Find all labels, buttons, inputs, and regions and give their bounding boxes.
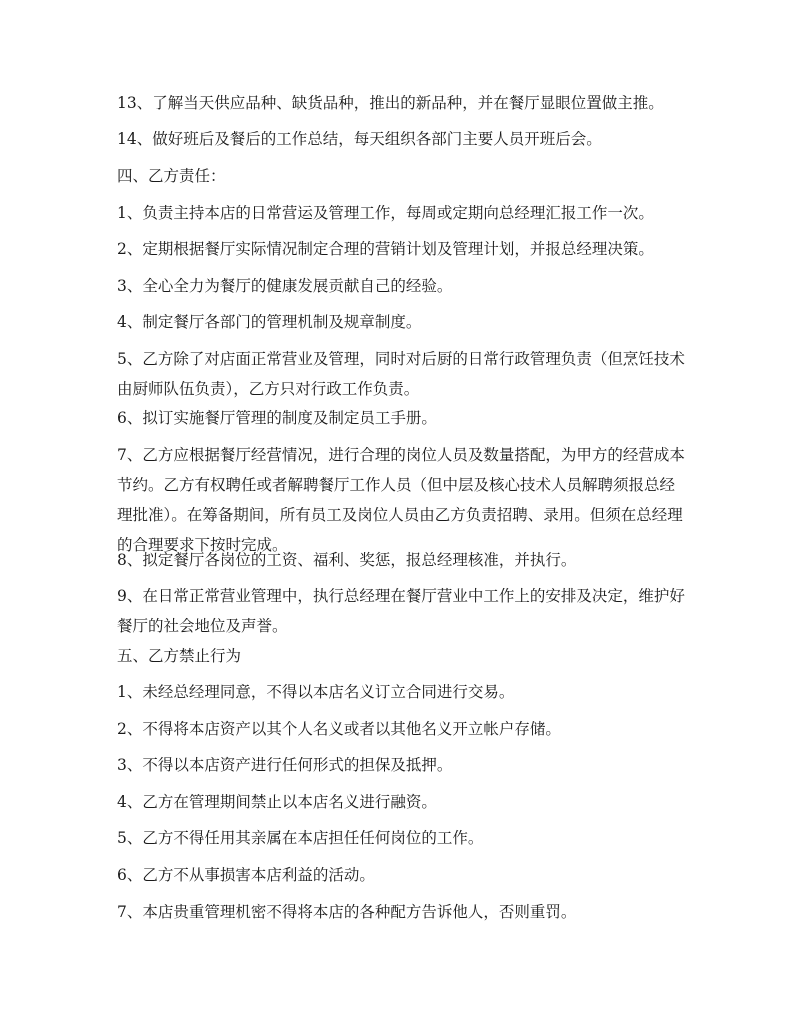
responsibility-5: 5、乙方除了对店面正常营业及管理，同时对后厨的日常行政管理负责（但烹饪技术由厨师队伍负责），乙方只对行政工作负责。: [117, 350, 685, 398]
responsibility-3: 3、全心全力为餐厅的健康发展贡献自己的经验。: [117, 277, 453, 295]
clause-14: 14、做好班后及餐后的工作总结，每天组织各部门主要人员开班后会。: [117, 130, 602, 148]
clause-13: 13、了解当天供应品种、缺货品种，推出的新品种，并在餐厅显眼位置做主推。: [117, 94, 664, 112]
section-heading-party-b-responsibilities: 四、乙方责任：: [117, 167, 226, 185]
prohibition-4: 4、乙方在管理期间禁止以本店名义进行融资。: [117, 793, 437, 811]
prohibition-2: 2、不得将本店资产以其个人名义或者以其他名义开立帐户存储。: [117, 720, 561, 738]
responsibility-8: 8、拟定餐厅各岗位的工资、福利、奖惩，报总经理核准，并执行。: [117, 551, 577, 569]
responsibility-9: 9、在日常正常营业管理中，执行总经理在餐厅营业中工作上的安排及决定，维护好餐厅的社会地位及声誉。: [117, 587, 685, 635]
prohibition-7: 7、本店贵重管理机密不得将本店的各种配方告诉他人，否则重罚。: [117, 903, 577, 921]
responsibility-7: 7、乙方应根据餐厅经营情况，进行合理的岗位人员及数量搭配，为甲方的经营成本节约。乙方有权聘任或者解聘餐厅工作人员（但中层及核心技术人员解聘须报总经理批准）。在筹备期间，所有员工及岗位人员由乙方负责招聘、录用。但须在总经理的合理要求下按时完成。: [117, 446, 685, 554]
responsibility-1: 1、负责主持本店的日常营运及管理工作，每周或定期向总经理汇报工作一次。: [117, 204, 654, 222]
responsibility-6: 6、拟订实施餐厅管理的制度及制定员工手册。: [117, 409, 437, 427]
prohibition-5: 5、乙方不得任用其亲属在本店担任任何岗位的工作。: [117, 829, 484, 847]
prohibition-1: 1、未经总经理同意，不得以本店名义订立合同进行交易。: [117, 683, 515, 701]
section-heading-prohibited-conduct: 五、乙方禁止行为: [117, 647, 242, 665]
responsibility-4: 4、制定餐厅各部门的管理机制及规章制度。: [117, 313, 422, 331]
prohibition-6: 6、乙方不从事损害本店利益的活动。: [117, 866, 375, 884]
responsibility-2: 2、定期根据餐厅实际情况制定合理的营销计划及管理计划，并报总经理决策。: [117, 240, 654, 258]
prohibition-3: 3、不得以本店资产进行任何形式的担保及抵押。: [117, 756, 453, 774]
